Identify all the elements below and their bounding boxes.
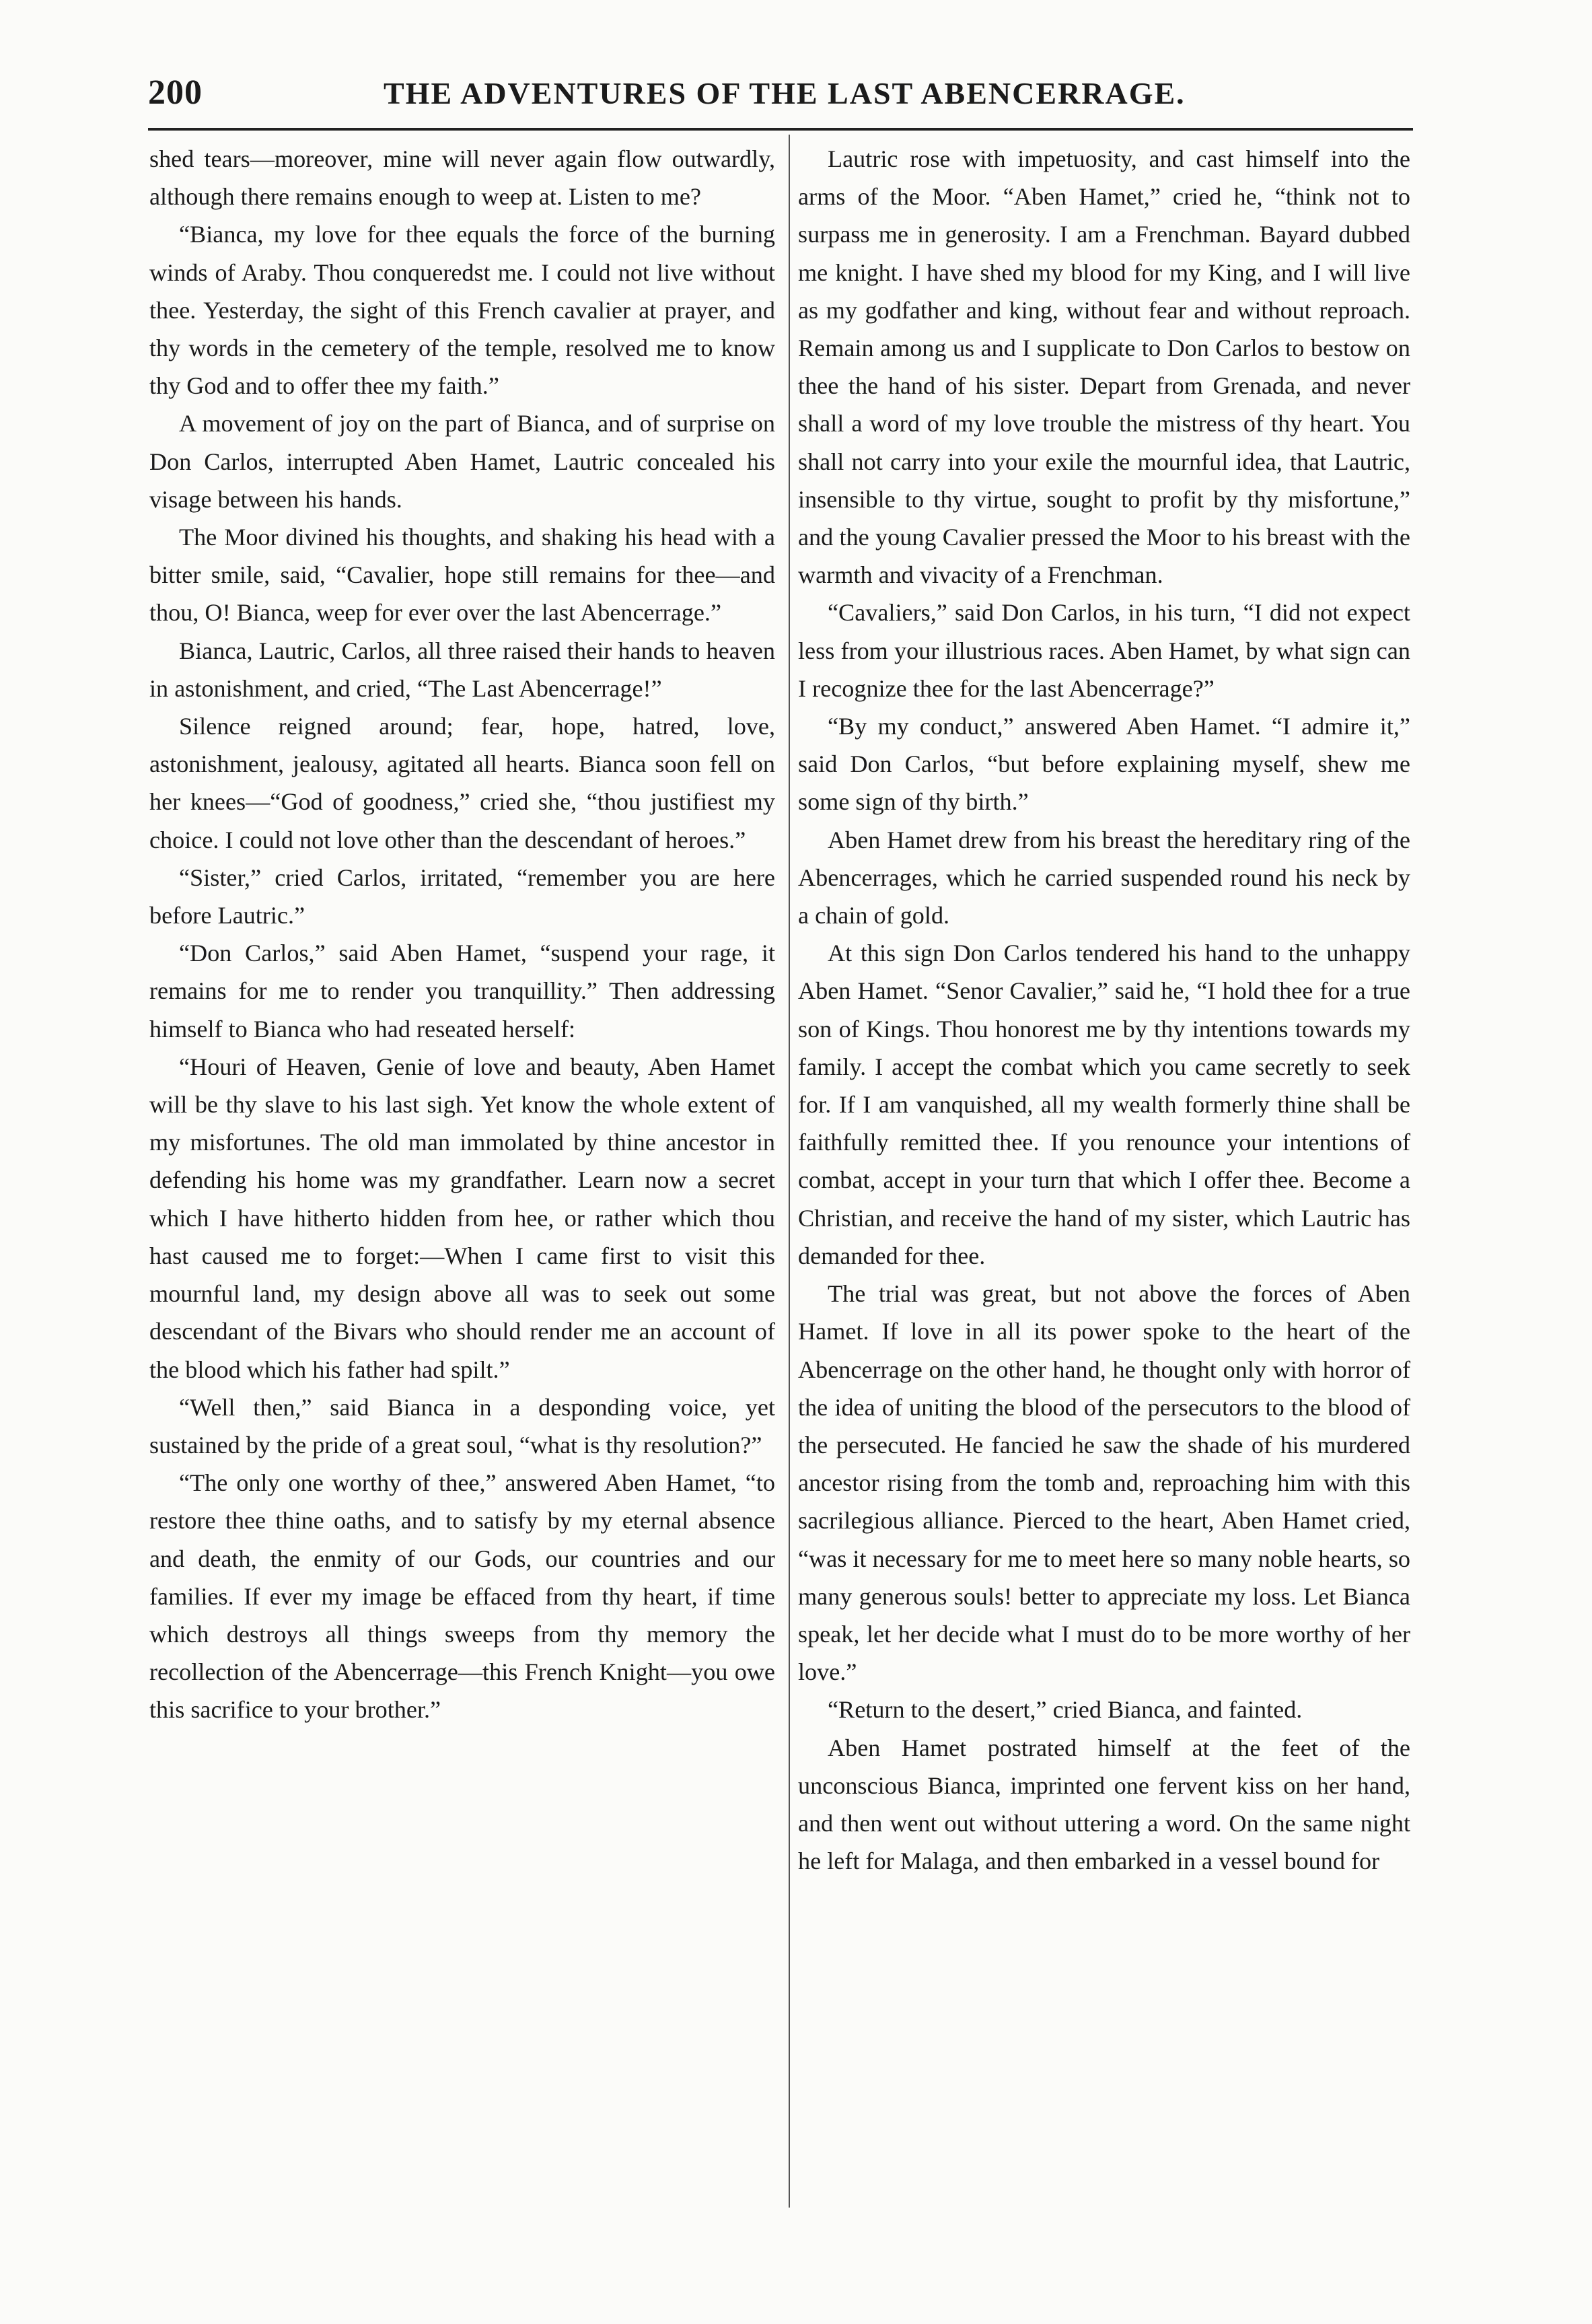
page-number: 200 [148, 73, 203, 112]
paragraph: “Bianca, my love for thee equals the force of the burning winds of Araby. Thou conqueredst me. I could not live without thee. Yesterday, the sight of this French cavalier at prayer, and thy words in the cemetery of the temple, resolved me to know thy God and to offer thee my faith.” [149, 221, 775, 400]
running-title: THE ADVENTURES OF THE LAST ABENCERRAGE. [384, 76, 1186, 110]
paragraph: Aben Hamet postrated himself at the feet of the unconscious Bianca, imprinted one fervent kiss on her hand, and then went out without uttering a word. On the same night he left for Malaga, and then embarked in a vessel bound for [798, 1734, 1410, 1875]
paragraph: “By my conduct,” answered Aben Hamet. “I admire it,” said Don Carlos, “but before explaining myself, shew me some sign of thy birth.” [798, 713, 1410, 816]
right-column [798, 140, 1410, 1880]
paragraph: At this sign Don Carlos tendered his hand to the unhappy Aben Hamet. “Senor Cavalier,” said he, “I hold thee for a true son of Kings. Thou honorest me by thy intentions towards my family. I accept the combat which you came secretly to seek for. If I am vanquished, all my wealth formerly thine shall be faithfully remitted thee. If you renounce your intentions of combat, accept in your turn that which I offer thee. Become a Christian, and receive the hand of my sister, which Lautric has demanded for thee. [798, 940, 1410, 1269]
paragraph: “Don Carlos,” said Aben Hamet, “suspend your rage, it remains for me to render you tranquillity.” Then addressing himself to Bianca who had reseated herself: [149, 940, 775, 1043]
paragraph: shed tears—moreover, mine will never again flow outwardly, although there remains enough to weep at. Listen to me? [149, 145, 775, 211]
paragraph: “Cavaliers,” said Don Carlos, in his turn, “I did not expect less from your illustrious races. Aben Hamet, by what sign can I recognize thee for the last Abencerrage?” [798, 599, 1410, 702]
paragraph: A movement of joy on the part of Bianca, and of surprise on Don Carlos, interrupted Aben Hamet, Lautric concealed his visage between his hands. [149, 410, 775, 513]
column-divider [789, 135, 790, 2208]
paragraph: “The only one worthy of thee,” answered Aben Hamet, “to restore thee thine oaths, and to satisfy by my eternal absence and death, the enmity of our Gods, our countries and our families. If ever my image be effaced from thy heart, if time which destroys all things sweeps from thy memory the recollection of the Abencerrage—this French Knight—you owe this sacrifice to your brother.” [149, 1469, 775, 1724]
paragraph: Silence reigned around; fear, hope, hatred, love, astonishment, jealousy, agitated all hearts. Bianca soon fell on her knees—“God of goodness,” cried she, “thou justifiest my choice. I could not love other than the descendant of heroes.” [149, 713, 775, 853]
paragraph: Lautric rose with impetuosity, and cast himself into the arms of the Moor. “Aben Hamet,” cried he, “think not to surpass me in generosity. I am a Frenchman. Bayard dubbed me knight. I have shed my blood for my King, and I will live as my godfather and king, without fear and without reproach. Remain among us and I supplicate to Don Carlos to bestow on thee the hand of his sister. Depart from Grenada, and never shall a word of my love trouble the mistress of thy heart. You shall not carry into your exile the mournful idea, that Lautric, insensible to thy virtue, sought to profit by thy misfortune,” and the young Cavalier pressed the Moor to his breast with the warmth and vivacity of a Frenchman. [798, 145, 1410, 589]
left-column [149, 140, 775, 1729]
page-header [148, 73, 1413, 127]
paragraph: “Houri of Heaven, Genie of love and beauty, Aben Hamet will be thy slave to his last sigh. Yet know the whole extent of my misfortunes. The old man immolated by thine ancestor in defending his home was my grandfather. Learn now a secret which I have hitherto hidden from hee, or rather which thou hast caused me to forget:—When I came first to visit this mournful land, my design above all was to seek out some descendant of the Bivars who should render me an account of the blood which his father had spilt.” [149, 1053, 775, 1383]
paragraph: The trial was great, but not above the forces of Aben Hamet. If love in all its power spoke to the heart of the Abencerrage on the other hand, he thought only with horror of the idea of uniting the blood of the persecutors to the blood of the persecuted. He fancied he saw the shade of his murdered ancestor rising from the tomb and, reproaching him with this sacrilegious alliance. Pierced to the heart, Aben Hamet cried, “was it necessary for me to meet here so many noble hearts, so many generous souls! better to appreciate my loss. Let Bianca speak, let her decide what I must do to be more worthy of her love.” [798, 1280, 1410, 1686]
paragraph: The Moor divined his thoughts, and shaking his head with a bitter smile, said, “Cavalier, hope still remains for thee—and thou, O! Bianca, weep for ever over the last Abencerrage.” [149, 524, 775, 627]
paragraph: “Sister,” cried Carlos, irritated, “remember you are here before Lautric.” [149, 864, 775, 929]
paragraph: Aben Hamet drew from his breast the hereditary ring of the Abencerrages, which he carried suspended round his neck by a chain of gold. [798, 826, 1410, 929]
paragraph: “Well then,” said Bianca in a desponding voice, yet sustained by the pride of a great soul, “what is thy resolution?” [149, 1393, 775, 1458]
paragraph: “Return to the desert,” cried Bianca, and fainted. [828, 1696, 1303, 1724]
header-rule [148, 128, 1413, 131]
paragraph: Bianca, Lautric, Carlos, all three raised their hands to heaven in astonishment, and cried, “The Last Abencerrage!” [149, 637, 775, 702]
